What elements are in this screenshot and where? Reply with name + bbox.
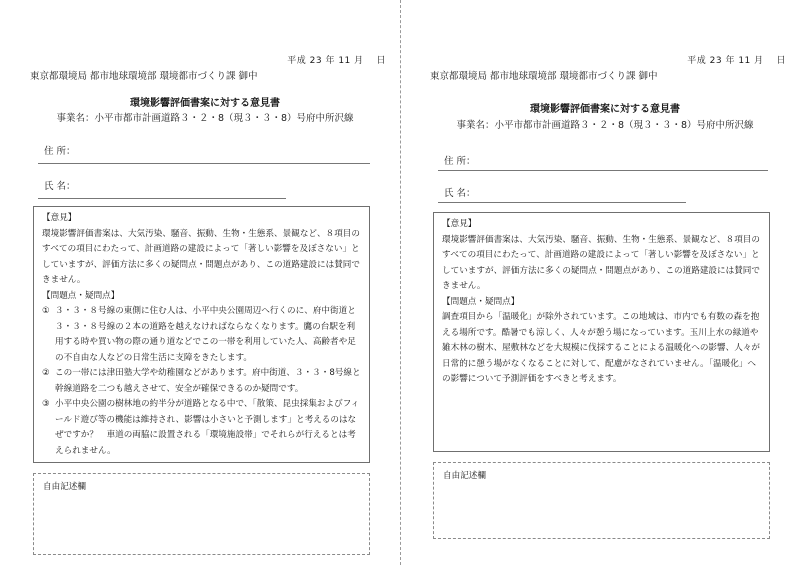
- free-description-box[interactable]: [433, 462, 770, 539]
- opinion-sheet-left: [20, 0, 390, 565]
- opinion-header: 【意見】: [42, 213, 77, 223]
- opinion-text: 環境影響評価書案は、大気汚染、騒音、振動、生物・生態系、景観など、８項目のすべての項目にわたって、計画道路の建設によって「著しい影響を及ぼさない」としていますが、評価方法に多くの疑問点・問題点があり、この道路建設には賛同できません。: [442, 234, 760, 291]
- opinion-header: 【意見】: [442, 219, 477, 229]
- name-input-line[interactable]: [38, 198, 286, 199]
- document-title: 環境影響評価書案に対する意見書: [530, 104, 680, 115]
- project-name: 事業名：小平市都市計画道路３・２・8（現３・３・8）号府中所沢線: [56, 113, 354, 124]
- issue-item: [42, 304, 363, 366]
- issues-header: 【問題点・疑問点】: [442, 296, 520, 307]
- free-description-box[interactable]: [33, 473, 370, 555]
- address-input-line[interactable]: [38, 163, 370, 164]
- date-line: 平成 23 年 11 月 日: [287, 56, 386, 66]
- free-description-label: 自由記述欄: [443, 471, 486, 481]
- name-label: 氏 名：: [44, 181, 76, 192]
- issue-number: ③: [42, 399, 50, 409]
- issues-text: 調査項目から「温暖化」が除外されています。この地域は、市内でも有数の森を抱える場所です。酷暑でも涼しく、人々が憩う場になっています。玉川上水の緑道や雑木林の樹木、屋敷林などを大規模に伐採することによる温暖化への影響、人々が日常的に憩う場がなくなることに対して、配慮がなされていません。「温暖化」への影響について予測評価をすべきと考えます。: [442, 312, 760, 384]
- opinion-box: [33, 206, 370, 463]
- addressee: 東京都環境局 都市地球環境部 環境都市づくり課 御中: [430, 71, 658, 82]
- opinion-sheet-right: [420, 0, 790, 565]
- issues-header: 【問題点・疑問点】: [42, 290, 120, 301]
- address-input-line[interactable]: [438, 170, 768, 171]
- free-description-label: 自由記述欄: [43, 482, 86, 492]
- date-line: 平成 23 年 11 月 日: [687, 56, 786, 66]
- issue-text: この一帯には津田塾大学や幼稚園などがあります。府中街道、３・３・8号線と幹線道路を二つも越えさせて、安全が確保できるのか疑問です。: [55, 368, 361, 394]
- address-label: 住 所：: [44, 146, 76, 157]
- issue-number: ①: [42, 306, 50, 316]
- issue-text: 小平中央公園の樹林地の約半分が道路となる中で、「散策、昆虫採集およびフィールド遊び等の機能は維持され、影響は小さいと予測します」と考えるのはなぜですか？ 車道の両脇に設置される「環境施設帯」でそれらが行えるとは考えられません。: [55, 399, 360, 456]
- document-title: 環境影響評価書案に対する意見書: [130, 98, 280, 109]
- issue-item: [42, 366, 363, 397]
- name-input-line[interactable]: [438, 202, 686, 203]
- name-label: 氏 名：: [444, 188, 476, 199]
- addressee: 東京都環境局 都市地球環境部 環境都市づくり課 御中: [30, 71, 258, 82]
- issue-text: ３・３・８号線の東側に住む人は、小平中央公園周辺へ行くのに、府中街道と３・３・８号線の２本の道路を越えなければならなくなります。鷹の台駅を利用する時や買い物の際の通り道などでこの一帯を利用していた人、高齢者や足の不自由な人などの日常生活に支障をきたします。: [55, 306, 356, 363]
- opinion-box: [433, 212, 770, 452]
- opinion-text: 環境影響評価書案は、大気汚染、騒音、振動、生物・生態系、景観など、８項目のすべての項目にわたって、計画道路の建設によって「著しい影響を及ぼさない」としていますが、評価方法に多くの疑問点・問題点があり、この道路建設には賛同できません。: [42, 228, 360, 285]
- issue-item: [42, 397, 363, 459]
- cut-line: [400, 0, 401, 565]
- address-label: 住 所：: [444, 156, 476, 167]
- project-name: 事業名：小平市都市計画道路３・２・8（現３・３・8）号府中所沢線: [456, 120, 754, 131]
- issue-number: ②: [42, 368, 50, 378]
